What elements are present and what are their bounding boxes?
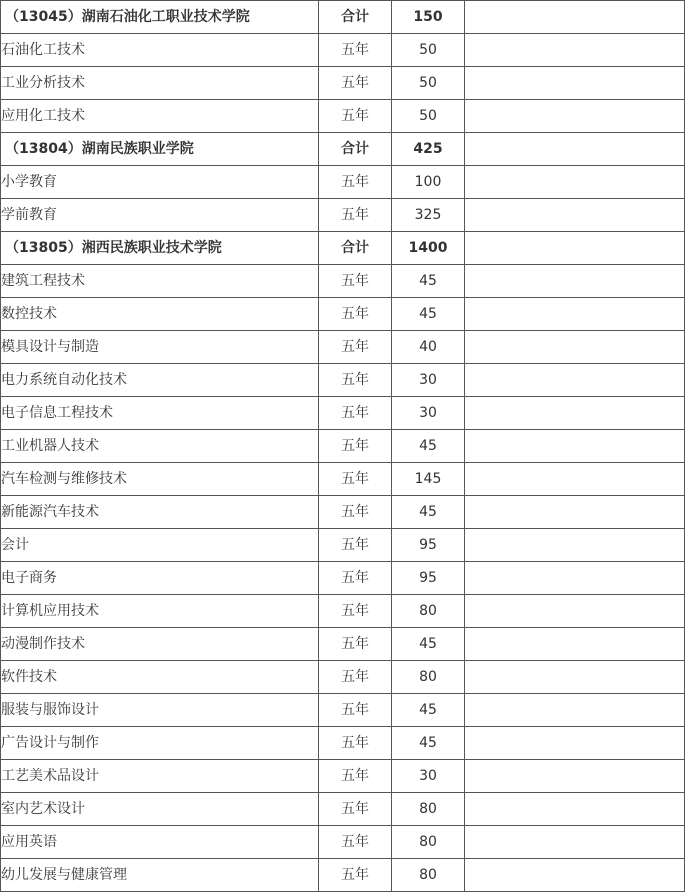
major-name-cell: 新能源汽车技术 xyxy=(1,496,319,529)
duration-cell: 五年 xyxy=(319,430,392,463)
major-name-cell: 模具设计与制造 xyxy=(1,331,319,364)
major-name-cell: 学前教育 xyxy=(1,199,319,232)
notes-cell xyxy=(465,496,685,529)
enrollment-count-cell: 45 xyxy=(392,430,465,463)
major-row xyxy=(1,463,685,496)
major-name-cell: 电子信息工程技术 xyxy=(1,397,319,430)
major-row xyxy=(1,727,685,760)
notes-cell xyxy=(465,265,685,298)
duration-cell: 五年 xyxy=(319,34,392,67)
major-row xyxy=(1,364,685,397)
duration-cell: 合计 xyxy=(319,133,392,166)
notes-cell xyxy=(465,298,685,331)
notes-cell xyxy=(465,727,685,760)
major-row xyxy=(1,793,685,826)
major-row xyxy=(1,397,685,430)
major-row xyxy=(1,529,685,562)
enrollment-count-cell: 50 xyxy=(392,100,465,133)
major-name-cell: 应用化工技术 xyxy=(1,100,319,133)
major-row xyxy=(1,562,685,595)
notes-cell xyxy=(465,1,685,34)
major-name-cell: 工艺美术品设计 xyxy=(1,760,319,793)
major-row xyxy=(1,100,685,133)
notes-cell xyxy=(465,826,685,859)
duration-cell: 五年 xyxy=(319,166,392,199)
enrollment-count-cell: 45 xyxy=(392,496,465,529)
major-row xyxy=(1,595,685,628)
duration-cell: 合计 xyxy=(319,232,392,265)
duration-cell: 五年 xyxy=(319,298,392,331)
notes-cell xyxy=(465,397,685,430)
school-name-cell: （13805）湘西民族职业技术学院 xyxy=(1,232,319,265)
notes-cell xyxy=(465,232,685,265)
notes-cell xyxy=(465,793,685,826)
enrollment-count-cell: 150 xyxy=(392,1,465,34)
duration-cell: 五年 xyxy=(319,727,392,760)
major-name-cell: 工业分析技术 xyxy=(1,67,319,100)
enrollment-count-cell: 95 xyxy=(392,562,465,595)
enrollment-count-cell: 45 xyxy=(392,694,465,727)
enrollment-count-cell: 145 xyxy=(392,463,465,496)
duration-cell: 五年 xyxy=(319,463,392,496)
enrollment-count-cell: 325 xyxy=(392,199,465,232)
duration-cell: 五年 xyxy=(319,826,392,859)
major-row xyxy=(1,430,685,463)
duration-cell: 五年 xyxy=(319,397,392,430)
notes-cell xyxy=(465,628,685,661)
major-name-cell: 数控技术 xyxy=(1,298,319,331)
school-total-row xyxy=(1,232,685,265)
enrollment-count-cell: 50 xyxy=(392,67,465,100)
notes-cell xyxy=(465,199,685,232)
notes-cell xyxy=(465,430,685,463)
major-row xyxy=(1,628,685,661)
notes-cell xyxy=(465,859,685,892)
major-name-cell: 服装与服饰设计 xyxy=(1,694,319,727)
school-total-row xyxy=(1,1,685,34)
duration-cell: 五年 xyxy=(319,562,392,595)
major-name-cell: 工业机器人技术 xyxy=(1,430,319,463)
table-body xyxy=(1,1,685,892)
enrollment-count-cell: 30 xyxy=(392,760,465,793)
major-row xyxy=(1,67,685,100)
duration-cell: 五年 xyxy=(319,694,392,727)
notes-cell xyxy=(465,562,685,595)
major-row xyxy=(1,199,685,232)
major-name-cell: 石油化工技术 xyxy=(1,34,319,67)
notes-cell xyxy=(465,760,685,793)
notes-cell xyxy=(465,661,685,694)
duration-cell: 五年 xyxy=(319,331,392,364)
enrollment-count-cell: 45 xyxy=(392,727,465,760)
enrollment-count-cell: 45 xyxy=(392,298,465,331)
notes-cell xyxy=(465,529,685,562)
major-name-cell: 应用英语 xyxy=(1,826,319,859)
notes-cell xyxy=(465,595,685,628)
notes-cell xyxy=(465,100,685,133)
enrollment-count-cell: 425 xyxy=(392,133,465,166)
duration-cell: 五年 xyxy=(319,628,392,661)
duration-cell: 五年 xyxy=(319,595,392,628)
notes-cell xyxy=(465,34,685,67)
major-name-cell: 计算机应用技术 xyxy=(1,595,319,628)
school-name-cell: （13045）湖南石油化工职业技术学院 xyxy=(1,1,319,34)
duration-cell: 五年 xyxy=(319,265,392,298)
enrollment-count-cell: 100 xyxy=(392,166,465,199)
enrollment-count-cell: 80 xyxy=(392,859,465,892)
notes-cell xyxy=(465,67,685,100)
enrollment-count-cell: 1400 xyxy=(392,232,465,265)
enrollment-count-cell: 40 xyxy=(392,331,465,364)
notes-cell xyxy=(465,463,685,496)
duration-cell: 五年 xyxy=(319,661,392,694)
major-row xyxy=(1,496,685,529)
major-name-cell: 汽车检测与维修技术 xyxy=(1,463,319,496)
duration-cell: 五年 xyxy=(319,859,392,892)
major-name-cell: 会计 xyxy=(1,529,319,562)
major-row xyxy=(1,166,685,199)
duration-cell: 五年 xyxy=(319,496,392,529)
major-name-cell: 电子商务 xyxy=(1,562,319,595)
enrollment-count-cell: 45 xyxy=(392,265,465,298)
enrollment-count-cell: 95 xyxy=(392,529,465,562)
duration-cell: 五年 xyxy=(319,67,392,100)
notes-cell xyxy=(465,166,685,199)
notes-cell xyxy=(465,331,685,364)
duration-cell: 五年 xyxy=(319,793,392,826)
duration-cell: 五年 xyxy=(319,364,392,397)
major-name-cell: 幼儿发展与健康管理 xyxy=(1,859,319,892)
major-row xyxy=(1,331,685,364)
major-row xyxy=(1,826,685,859)
notes-cell xyxy=(465,133,685,166)
enrollment-count-cell: 80 xyxy=(392,661,465,694)
major-name-cell: 广告设计与制作 xyxy=(1,727,319,760)
major-name-cell: 动漫制作技术 xyxy=(1,628,319,661)
notes-cell xyxy=(465,364,685,397)
major-name-cell: 建筑工程技术 xyxy=(1,265,319,298)
school-total-row xyxy=(1,133,685,166)
major-name-cell: 小学教育 xyxy=(1,166,319,199)
major-row xyxy=(1,661,685,694)
enrollment-count-cell: 80 xyxy=(392,793,465,826)
enrollment-count-cell: 80 xyxy=(392,826,465,859)
duration-cell: 五年 xyxy=(319,199,392,232)
enrollment-count-cell: 30 xyxy=(392,364,465,397)
major-row xyxy=(1,265,685,298)
major-name-cell: 软件技术 xyxy=(1,661,319,694)
school-name-cell: （13804）湖南民族职业学院 xyxy=(1,133,319,166)
major-row xyxy=(1,694,685,727)
duration-cell: 五年 xyxy=(319,529,392,562)
enrollment-count-cell: 50 xyxy=(392,34,465,67)
enrollment-count-cell: 80 xyxy=(392,595,465,628)
duration-cell: 合计 xyxy=(319,1,392,34)
major-row xyxy=(1,760,685,793)
major-row xyxy=(1,298,685,331)
notes-cell xyxy=(465,694,685,727)
major-row xyxy=(1,859,685,892)
major-row xyxy=(1,34,685,67)
duration-cell: 五年 xyxy=(319,100,392,133)
duration-cell: 五年 xyxy=(319,760,392,793)
enrollment-count-cell: 45 xyxy=(392,628,465,661)
major-name-cell: 电力系统自动化技术 xyxy=(1,364,319,397)
major-name-cell: 室内艺术设计 xyxy=(1,793,319,826)
enrollment-count-cell: 30 xyxy=(392,397,465,430)
